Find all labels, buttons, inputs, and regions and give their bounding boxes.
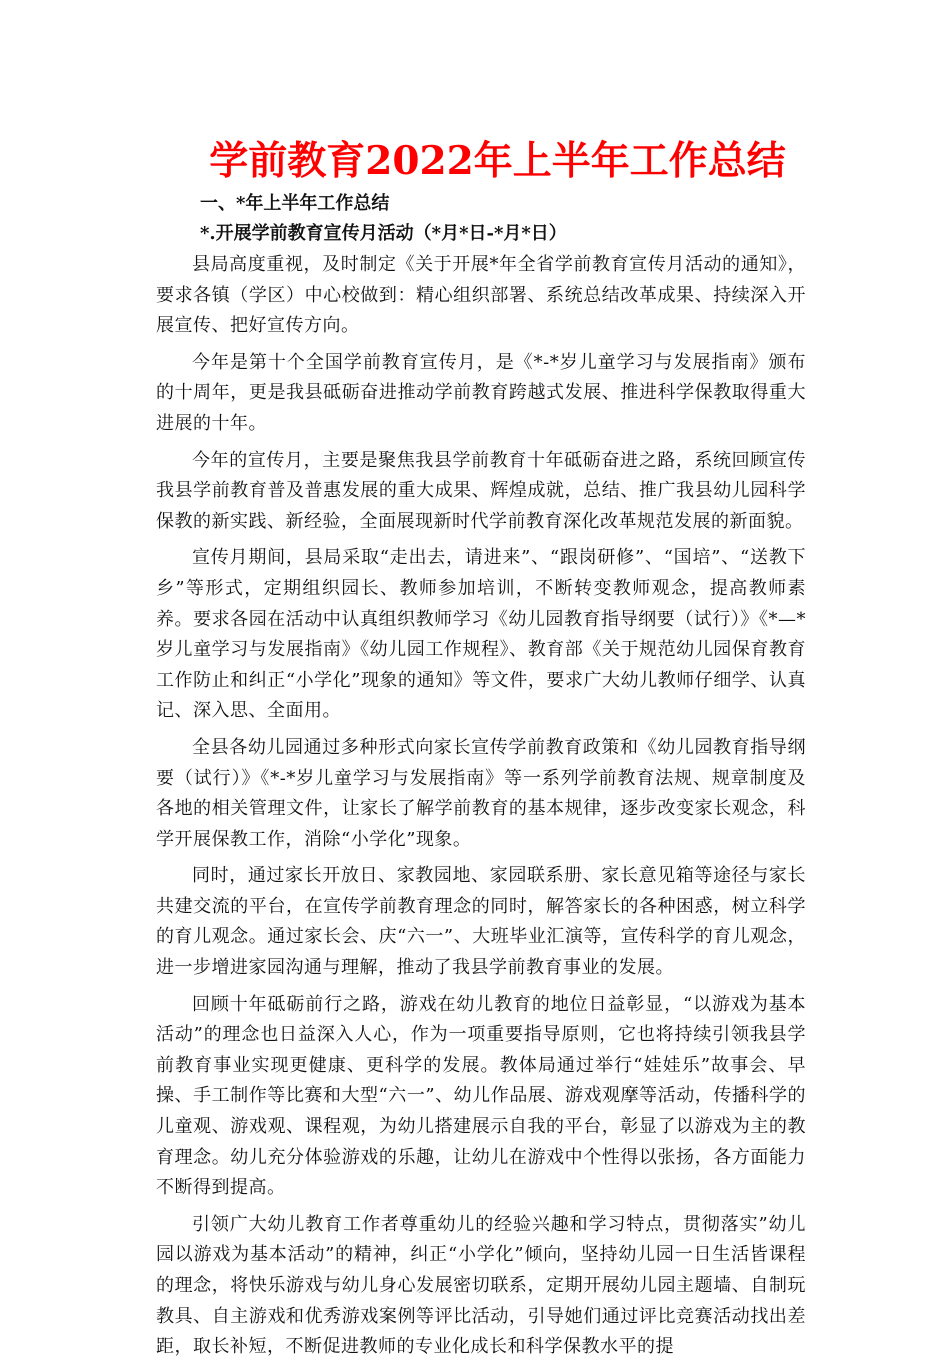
paragraph-4: 宣传月期间，县局采取“走出去，请进来”、“跟岗研修”、“国培”、“送教下乡”等形式，定期组织园长、教师参加培训，不断转变教师观念，提高教师素养。要求各园在活动中认真组织教师学习《幼儿园教育指导纲要（试行）》《*—*岁儿童学习与发展指南》《幼儿园工作规程》、教育部《关于规范幼儿园保育教育工作防止和纠正“小学化”现象的通知》等文件，要求广大幼儿教师仔细学、认真记、深入思、全面用。 bbox=[156, 547, 806, 722]
paragraph-7: 回顾十年砥砺前行之路，游戏在幼儿教育的地位日益彰显，“以游戏为基本活动”的理念也日益深入人心，作为一项重要指导原则，它也将持续引领我县学前教育事业实现更健康、更科学的发展。教体局通过举行“娃娃乐”故事会、早操、手工制作等比赛和大型“六一”、幼儿作品展、游戏观摩等活动，传播科学的儿童观、游戏观、课程观，为幼儿搭建展示自我的平台，彰显了以游戏为主的教育理念。幼儿充分体验游戏的乐趣，让幼儿在游戏中个性得以张扬，各方面能力不断得到提高。 bbox=[156, 993, 806, 1199]
paragraph-5: 全县各幼儿园通过多种形式向家长宣传学前教育政策和《幼儿园教育指导纲要（试行）》《*-*岁儿童学习与发展指南》等一系列学前教育法规、规章制度及各地的相关管理文件，让家长了解学前教育的基本规律，逐步改变家长观念，科学开展保教工作，消除“小学化”现象。 bbox=[156, 736, 806, 850]
paragraph-6: 同时，通过家长开放日、家教园地、家园联系册、家长意见箱等途径与家长共建交流的平台，在宣传学前教育理念的同时，解答家长的各种困惑，树立科学的育儿观念。通过家长会、庆“六一”、大班毕业汇演等，宣传科学的育儿观念，进一步增进家园沟通与理解，推动了我县学前教育事业的发展。 bbox=[156, 865, 806, 979]
paragraph-2: 今年是第十个全国学前教育宣传月，是《*-*岁儿童学习与发展指南》颁布的十周年，更是我县砥砺奋进推动学前教育跨越式发展、推进科学保教取得重大进展的十年。 bbox=[156, 351, 806, 434]
paragraph-8: 引领广大幼儿教育工作者尊重幼儿的经验兴趣和学习特点，贯彻落实”幼儿园以游戏为基本活动”的精神，纠正“小学化”倾向，坚持幼儿园一日生活皆课程的理念，将快乐游戏与幼儿身心发展密切联系，定期开展幼儿园主题墙、自制玩教具、自主游戏和优秀游戏案例等评比活动，引导她们通过评比竞赛活动找出差距，取长补短，不断促进教师的专业化成长和科学保教水平的提 bbox=[156, 1213, 806, 1358]
subsection-heading: *.开展学前教育宣传月活动（*月*日-*月*日） bbox=[200, 223, 567, 244]
document-title: 学前教育2022年上半年工作总结 bbox=[209, 138, 786, 184]
document-body bbox=[156, 190, 806, 1369]
paragraph-1: 县局高度重视，及时制定《关于开展*年全省学前教育宣传月活动的通知》，要求各镇（学区）中心校做到：精心组织部署、系统总结改革成果、持续深入开展宣传、把好宣传方向。 bbox=[156, 254, 806, 337]
paragraph-3: 今年的宣传月，主要是聚焦我县学前教育十年砥砺奋进之路，系统回顾宣传我县学前教育普及普惠发展的重大成果、辉煌成就，总结、推广我县幼儿园科学保教的新实践、新经验，全面展现新时代学前教育深化改革规范发展的新面貌。 bbox=[156, 449, 806, 532]
section-heading: 一、*年上半年工作总结 bbox=[200, 193, 390, 214]
